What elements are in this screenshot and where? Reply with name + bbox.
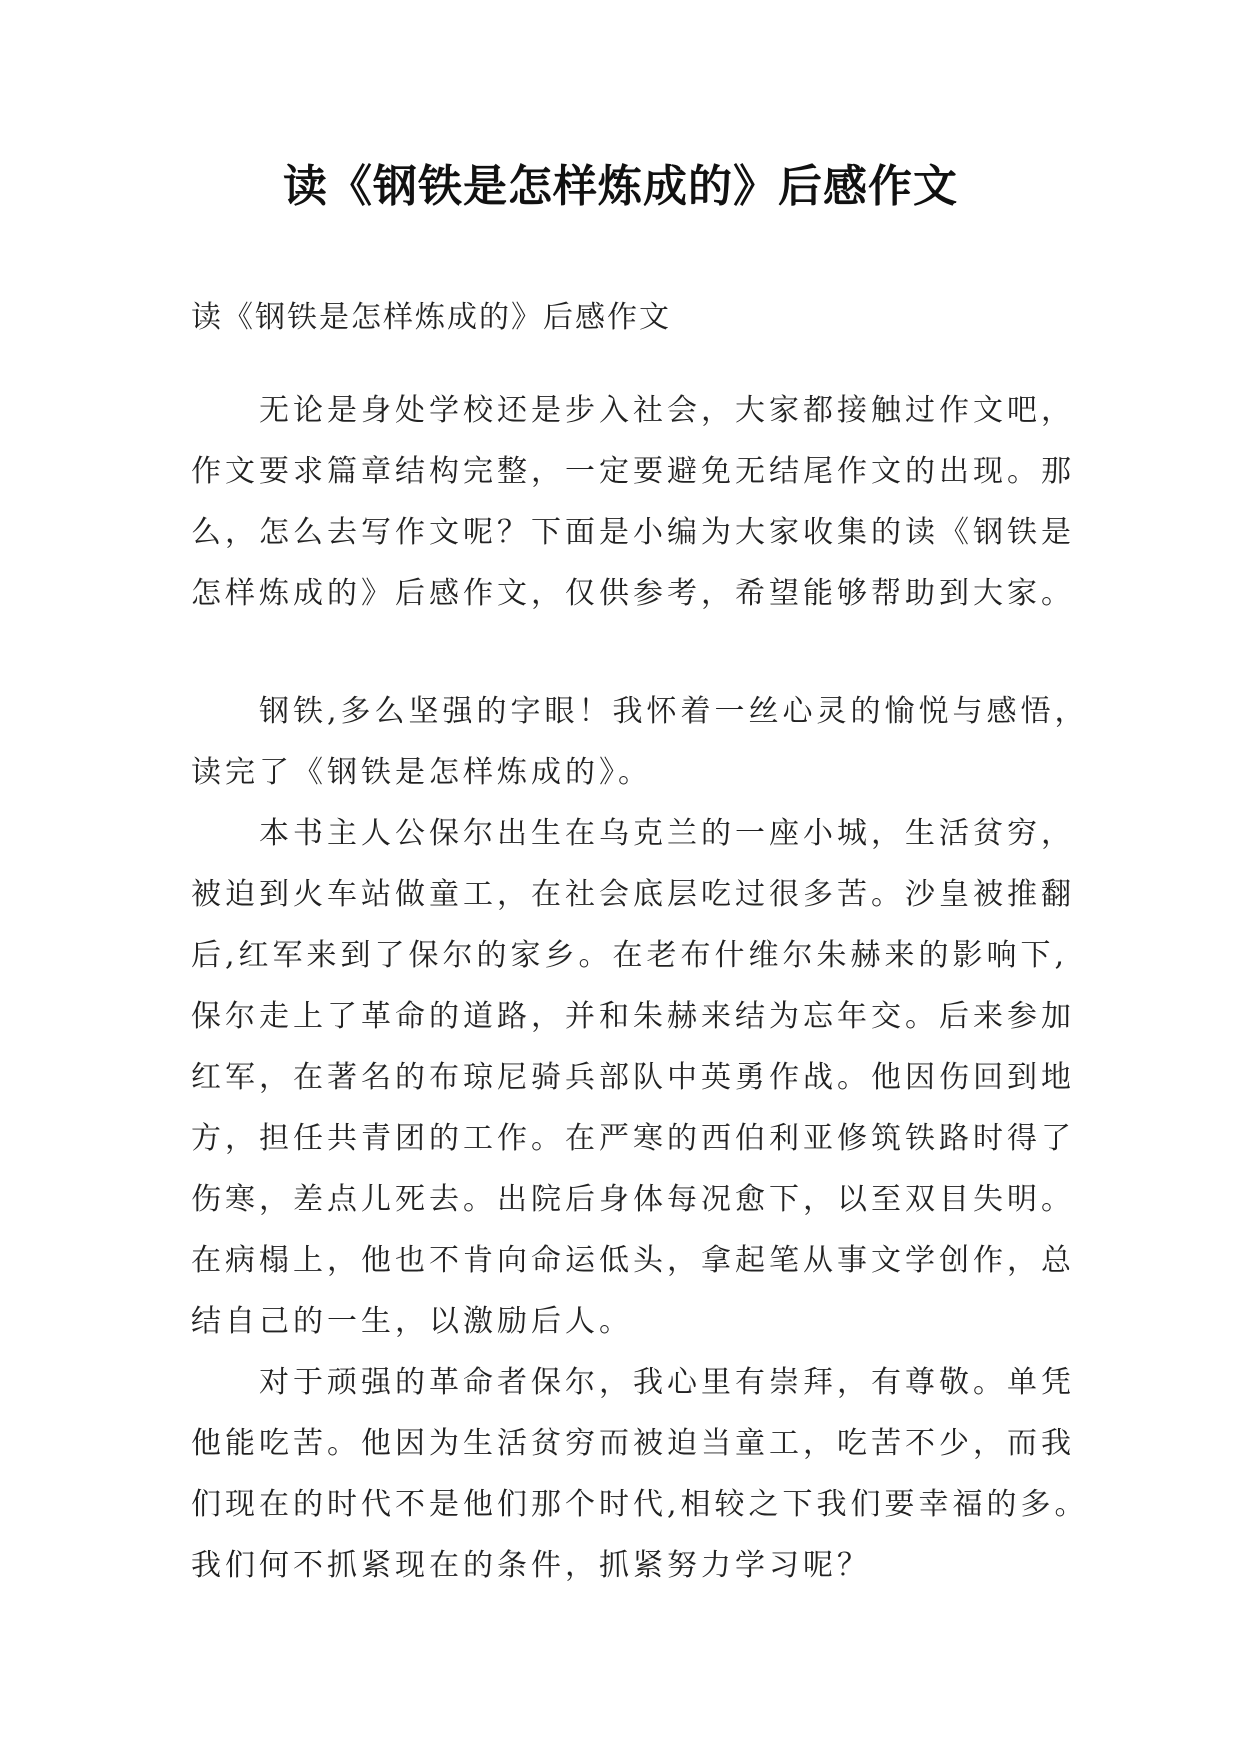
paragraph-line: 方，担任共青团的工作。在严寒的西伯利亚修筑铁路时得了 (191, 1121, 1075, 1156)
paragraph-line: 们现在的时代不是他们那个时代,相较之下我们要幸福的多。 (191, 1487, 1089, 1522)
paragraph-line: 怎样炼成的》后感作文，仅供参考，希望能够帮助到大家。 (191, 576, 1075, 611)
paragraph-line: 后,红军来到了保尔的家乡。在老布什维尔朱赫来的影响下, (191, 938, 1069, 973)
document-subtitle: 读《钢铁是怎样炼成的》后感作文 (191, 300, 671, 335)
paragraph-line: 他能吃苦。他因为生活贫穷而被迫当童工，吃苦不少，而我 (191, 1426, 1075, 1461)
paragraph-intro (191, 380, 1075, 624)
paragraph-line: 对于顽强的革命者保尔，我心里有崇拜，有尊敬。单凭 (259, 1365, 1075, 1400)
paragraph-steel (191, 681, 1089, 803)
paragraph-line: 我们何不抓紧现在的条件，抓紧努力学习呢？ (191, 1548, 871, 1583)
paragraph-line: 读完了《钢铁是怎样炼成的》。 (191, 755, 652, 790)
paragraph-reflection (191, 1352, 1089, 1596)
paragraph-line: 在病榻上，他也不肯向命运低头，拿起笔从事文学创作，总 (191, 1243, 1075, 1278)
paragraph-line: 保尔走上了革命的道路，并和朱赫来结为忘年交。后来参加 (191, 999, 1075, 1034)
paragraph-line: 本书主人公保尔出生在乌克兰的一座小城，生活贫穷， (259, 816, 1075, 851)
paragraph-plot-summary (191, 803, 1075, 1352)
document-title: 读《钢铁是怎样炼成的》后感作文 (283, 161, 958, 212)
paragraph-line: 作文要求篇章结构完整，一定要避免无结尾作文的出现。那 (191, 454, 1075, 489)
paragraph-line: 结自己的一生，以激励后人。 (191, 1304, 633, 1339)
paragraph-line: 伤寒，差点儿死去。出院后身体每况愈下，以至双目失明。 (191, 1182, 1075, 1217)
paragraph-line: 被迫到火车站做童工，在社会底层吃过很多苦。沙皇被推翻 (191, 877, 1075, 912)
paragraph-line: 钢铁,多么坚强的字眼！我怀着一丝心灵的愉悦与感悟， (259, 694, 1089, 729)
paragraph-line: 么，怎么去写作文呢？下面是小编为大家收集的读《钢铁是 (191, 515, 1075, 550)
paragraph-line: 红军，在著名的布琼尼骑兵部队中英勇作战。他因伤回到地 (191, 1060, 1075, 1095)
paragraph-line: 无论是身处学校还是步入社会，大家都接触过作文吧， (259, 393, 1075, 428)
